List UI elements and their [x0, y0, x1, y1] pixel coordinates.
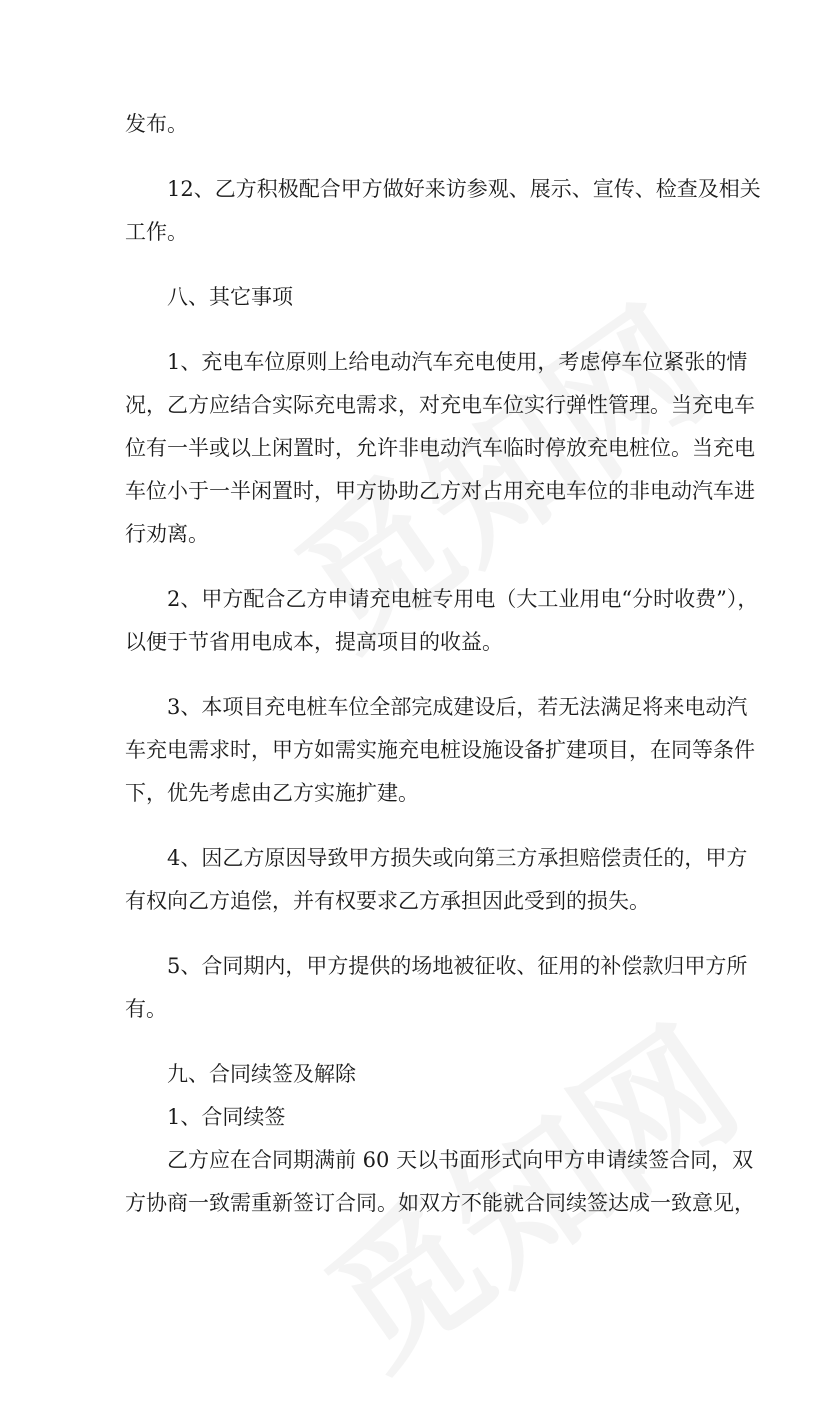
section-heading: 八、其它事项 — [167, 285, 293, 309]
paragraph-line: 况，乙方应结合实际充电需求，对充电车位实行弹性管理。当充电车 — [125, 393, 755, 417]
paragraph-line: 以便于节省用电成本，提高项目的收益。 — [125, 630, 503, 654]
paragraph-line: 方协商一致需重新签订合同。如双方不能就合同续签达成一致意见， — [125, 1191, 755, 1215]
paragraph-line: 发布。 — [125, 112, 188, 136]
paragraph-line: 有权向乙方追偿，并有权要求乙方承担因此受到的损失。 — [125, 889, 650, 913]
paragraph-line: 车位小于一半闲置时，甲方协助乙方对占用充电车位的非电动汽车进 — [125, 479, 755, 503]
section-heading: 九、合同续签及解除 — [167, 1062, 356, 1086]
paragraph-line: 工作。 — [125, 220, 188, 244]
paragraph-line: 有。 — [125, 997, 167, 1021]
paragraph-line: 3、本项目充电桩车位全部完成建设后，若无法满足将来电动汽 — [167, 695, 748, 719]
document-body — [125, 103, 761, 1225]
paragraph-line: 2、甲方配合乙方申请充电桩专用电（大工业用电“分时收费”）， — [167, 587, 759, 611]
paragraph-line: 车充电需求时，甲方如需实施充电桩设施设备扩建项目，在同等条件 — [125, 738, 755, 762]
subsection-heading: 1、合同续签 — [167, 1105, 286, 1129]
paragraph-line: 位有一半或以上闲置时，允许非电动汽车临时停放充电桩位。当充电 — [125, 436, 755, 460]
paragraph-line: 5、合同期内，甲方提供的场地被征收、征用的补偿款归甲方所 — [167, 954, 748, 978]
paragraph-line: 4、因乙方原因导致甲方损失或向第三方承担赔偿责任的，甲方 — [167, 846, 748, 870]
paragraph-line: 下，优先考虑由乙方实施扩建。 — [125, 781, 419, 805]
paragraph-line: 行劝离。 — [125, 522, 209, 546]
paragraph-line: 1、充电车位原则上给电动汽车充电使用，考虑停车位紧张的情 — [167, 350, 748, 374]
paragraph-line: 12、乙方积极配合甲方做好来访参观、展示、宣传、检查及相关 — [167, 177, 761, 201]
paragraph-line: 乙方应在合同期满前 60 天以书面形式向甲方申请续签合同，双 — [167, 1148, 754, 1172]
